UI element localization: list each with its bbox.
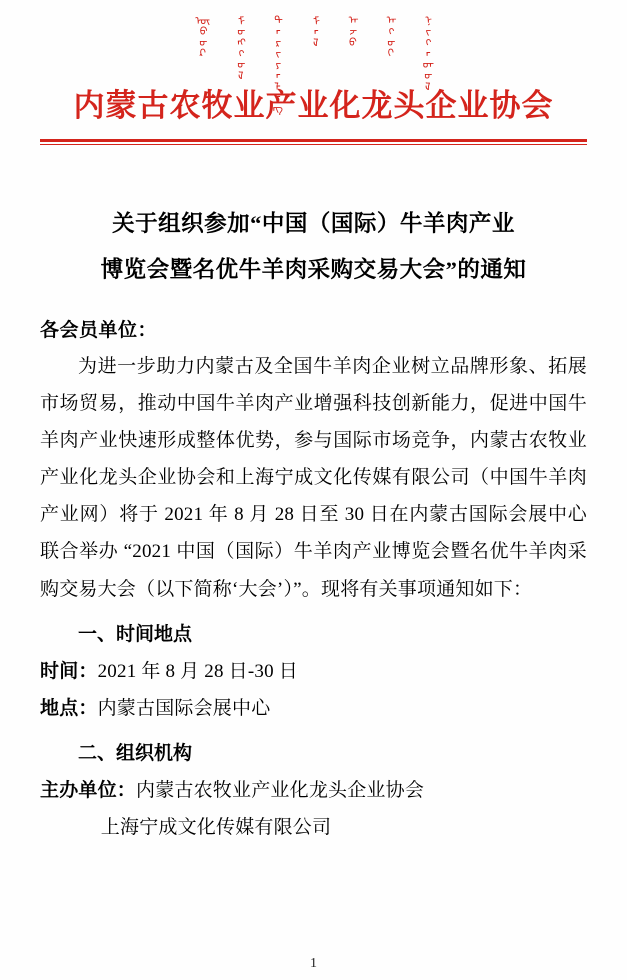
page-title <box>44 201 583 293</box>
organizer-value: 内蒙古农牧业产业化龙头企业协会 <box>136 779 425 801</box>
letterhead-divider-thin <box>40 144 587 145</box>
mongolian-word: ᠠᠵᠤ <box>344 14 359 47</box>
organizer-value-second: 上海宁成文化传媒有限公司 <box>100 816 332 838</box>
organizer-label: 主办单位： <box>40 779 137 801</box>
place-line <box>40 690 587 727</box>
organizer-line <box>40 772 587 809</box>
letterhead <box>40 0 587 145</box>
place-label: 地点： <box>40 697 98 719</box>
letterhead-divider-thick <box>40 139 587 142</box>
page-title-line-1: 关于组织参加“中国（国际）牛羊肉产业 <box>112 211 515 236</box>
organization-title: 内蒙古农牧业产业化龙头企业协会 <box>73 88 554 123</box>
place-value: 内蒙古国际会展中心 <box>97 697 271 719</box>
mongolian-word: ᠨᠢᠭᠡᠳᠦᠯ <box>419 14 434 91</box>
mongolian-word: ᠠᠬᠤᠢ <box>382 14 396 58</box>
section-heading-two: 二、组织机构 <box>78 742 193 764</box>
salutation: 各会员单位： <box>40 320 158 342</box>
mongolian-word: ᠥᠪᠥᠷ <box>194 14 208 58</box>
mongolian-word: ᠮᠠᠯ <box>306 14 321 47</box>
page-title-line-2: 博览会暨名优牛羊肉采购交易大会”的通知 <box>100 257 527 283</box>
mongolian-word: ᠲᠠᠷᠢᠶᠠᠯᠠᠩ <box>269 14 284 113</box>
page-number: 1 <box>310 956 317 971</box>
time-value: 2021 年 8 月 28 日-30 日 <box>97 660 298 682</box>
time-line <box>40 653 587 690</box>
body-paragraph: 为进一步助力内蒙古及全国牛羊肉企业树立品牌形象、拓展市场贸易，推动中国牛羊肉产业增强科技创新能力，促进中国牛羊肉产业快速形成整体优势，参与国际市场竞争，内蒙古农牧业产业化龙头企业协会和上海宁成文化传媒有限公司（中国牛羊肉产业网）将于 2021 年 8 月 28 日至 30 日在内蒙古国际会展中心联合举办 “2021 中国（国际）牛羊肉产业博览会暨名优牛羊肉采购交易大会（以下简称‘大会’）”。现将有关事项通知如下： <box>40 356 587 600</box>
mongolian-word: ᠮᠣᠩᠭᠣᠯ <box>231 14 246 80</box>
time-label: 时间： <box>40 660 98 682</box>
organizer-line-second <box>40 809 587 846</box>
section-heading-one: 一、时间地点 <box>78 623 193 645</box>
